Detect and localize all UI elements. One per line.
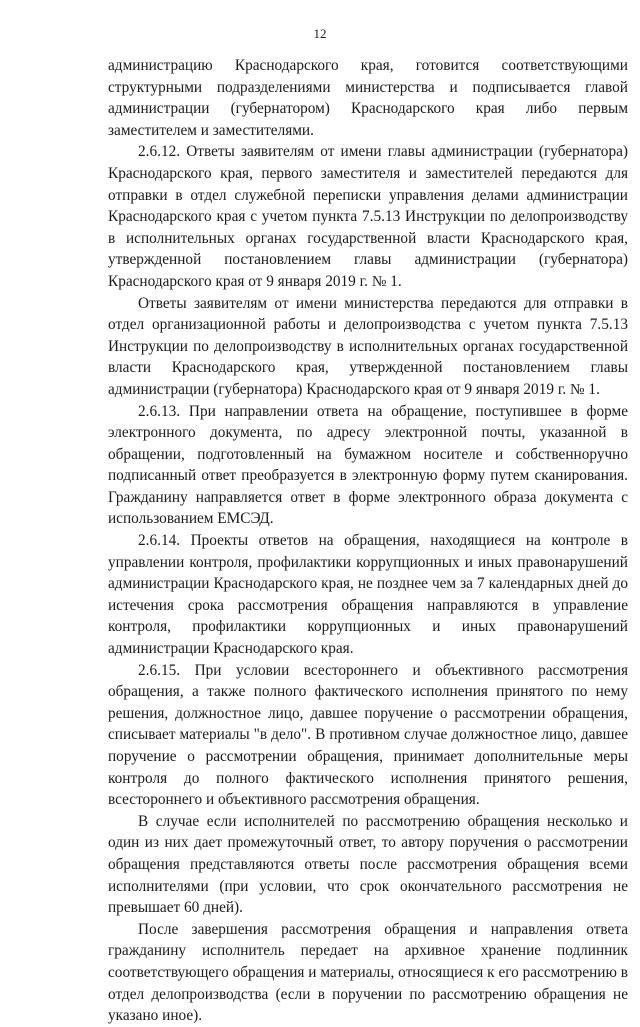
paragraph-ministry-replies: Ответы заявителям от имени министерства передаются для отправки в отдел организационной работы и делопроизводства с учетом пункта 7.5.13 Инструкции по делопроизводству в исполнительных органах государственной власти Краснодарского края, утвержденной постановлением главы администрации (губернатора) Краснодарского края от 9 января 2019 г. № 1. <box>108 294 628 398</box>
page-number: 12 <box>313 26 327 41</box>
paragraph-2-6-13: 2.6.13. При направлении ответа на обращение, поступившее в форме электронного документа, по адресу электронной почты, указанной в обращении, подготовленный на бумажном носителе и собственноручно подписанный ответ преобразуется в электронную форму путем сканирования. Гражданину направляется ответ в форме электронного образа документа с использованием ЕМСЭД. <box>108 402 628 528</box>
paragraph-continuation: администрацию Краснодарского края, готовится соответствующими структурными подразделениями министерства и подписывается главой администрации (губернатором) Краснодарского края либо первым заместителем и заместителями. <box>108 57 628 139</box>
paragraph-2-6-15: 2.6.15. При условии всестороннего и объективного рассмотрения обращения, а также полного фактического исполнения принятого по нему решения, должностное лицо, давшее поручение о рассмотрении обращения, списывает материалы "в дело". В противном случае должностное лицо, давшее поручение о рассмотрении обращения, принимает дополнительные меры контроля до полного фактического исполнения принятого решения, всестороннего и объективного рассмотрения обращения. <box>108 661 628 809</box>
paragraph-2-6-14: 2.6.14. Проекты ответов на обращения, находящиеся на контроле в управлении контроля, профилактики коррупционных и иных правонарушений администрации Краснодарского края, не позднее чем за 7 календарных дней до истечения срока рассмотрения обращения направляются в управление контроля, профилактики коррупционных и иных правонарушений администрации Краснодарского края. <box>108 532 628 658</box>
paragraph-archive: После завершения рассмотрения обращения и направления ответа гражданину исполнитель передает на архивное хранение подлинник соответствующего обращения и материалы, относящиеся к его рассмотрению в отдел делопроизводства (если в поручении по рассмотрению обращения не указано иное). <box>108 920 628 1025</box>
document-body <box>108 55 628 1027</box>
paragraph-2-6-12: 2.6.12. Ответы заявителям от имени главы администрации (губернатора) Краснодарского края, первого заместителя и заместителей передаются для отправки в отдел служебной переписки управления делами администрации Краснодарского края с учетом пункта 7.5.13 Инструкции по делопроизводству в исполнительных органах государственной власти Краснодарского края, утвержденной постановлением главы администрации (губернатора) Краснодарского края от 9 января 2019 г. № 1. <box>108 143 628 290</box>
paragraph-multiple-executors: В случае если исполнителей по рассмотрению обращения несколько и один из них дает промежуточный ответ, то автору поручения о рассмотрении обращения представляются ответы после рассмотрения обращения всеми исполнителями (при условии, что срок окончательного рассмотрения не превышает 60 дней). <box>108 812 628 917</box>
